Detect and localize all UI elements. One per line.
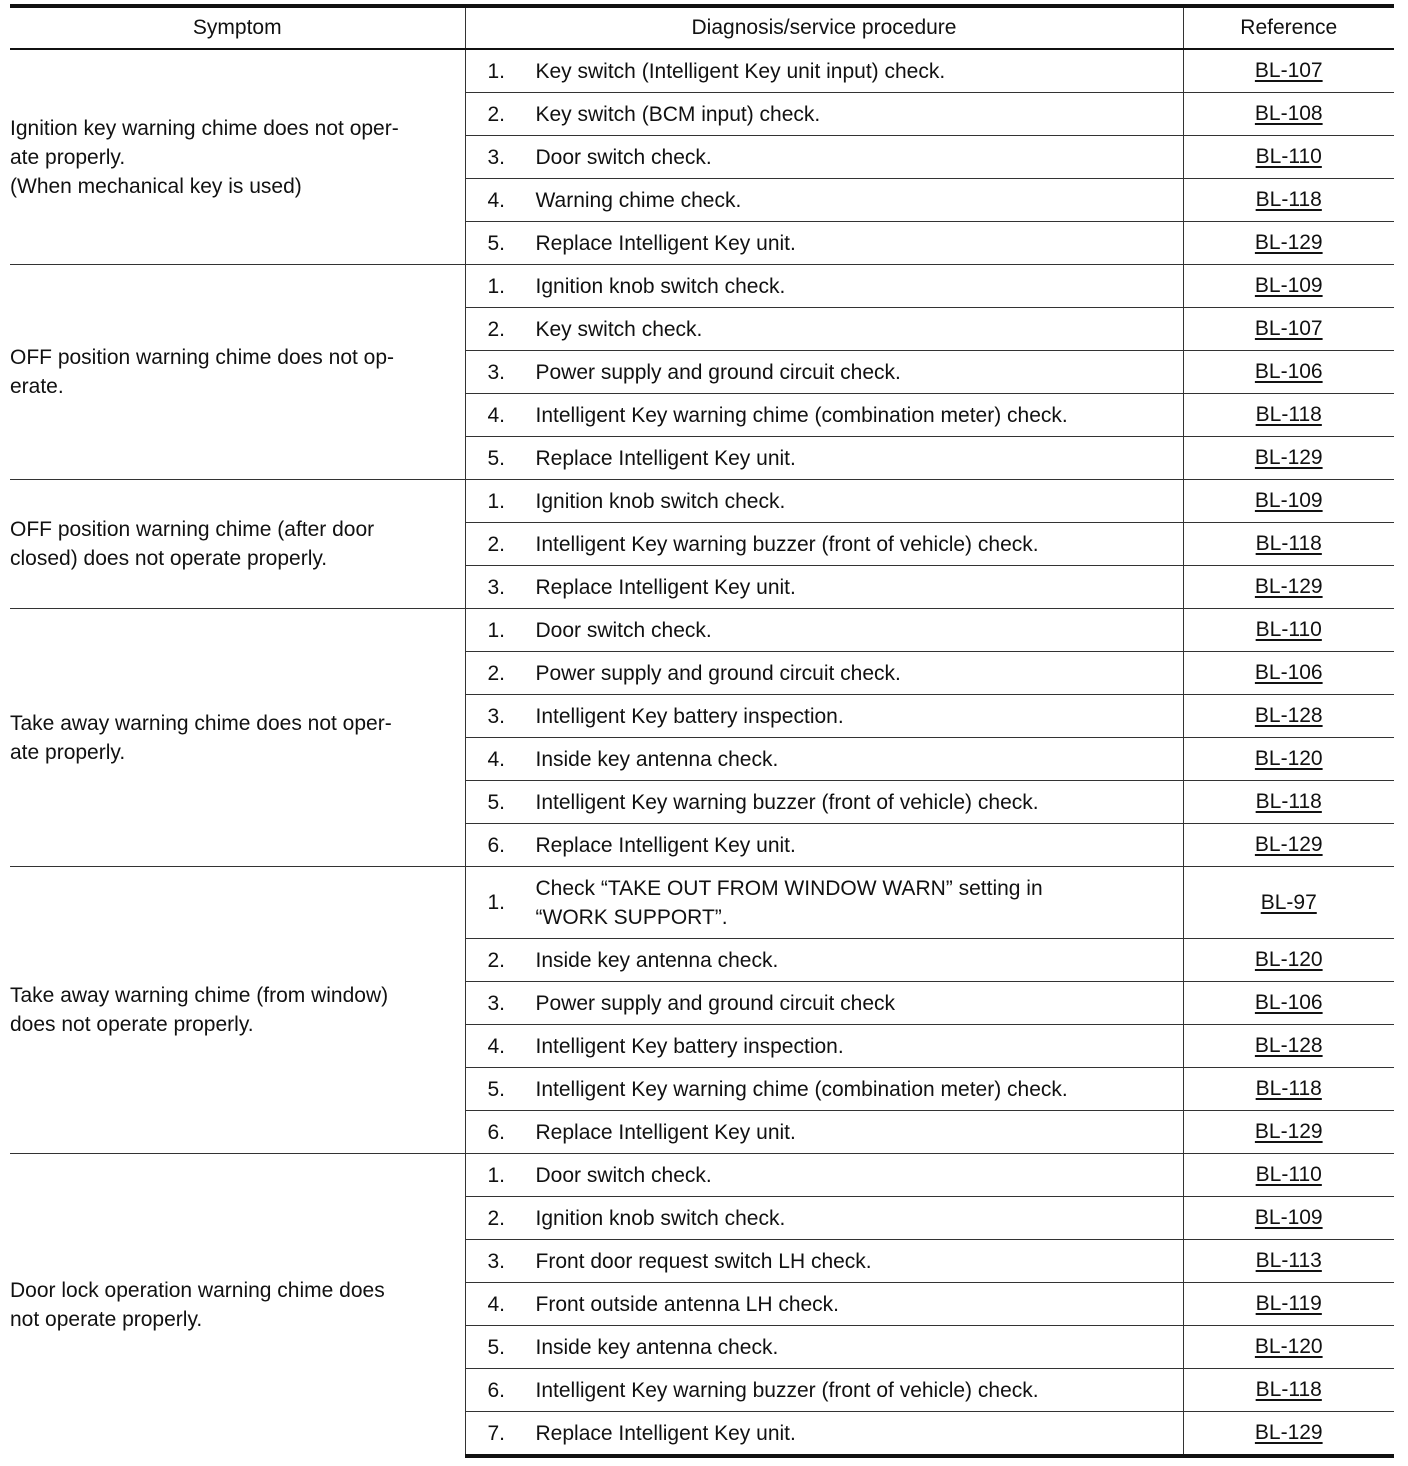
- procedure-cell: [465, 566, 1183, 609]
- reference-cell: [1183, 939, 1394, 982]
- reference-link[interactable]: BL-106: [1254, 991, 1323, 1014]
- step-text-line: Check “TAKE OUT FROM WINDOW WARN” setting in: [535, 876, 1043, 900]
- step-number: 6.: [487, 1378, 506, 1402]
- procedure-cell: [465, 480, 1183, 523]
- step-text: Intelligent Key warning buzzer (front of vehicle) check.: [535, 532, 1039, 556]
- step-number: 2.: [487, 317, 506, 341]
- diagnosis-table: [10, 4, 1394, 1458]
- step-text: Door switch check.: [535, 618, 712, 642]
- procedure-cell: [465, 939, 1183, 982]
- reference-cell: [1183, 982, 1394, 1025]
- symptom-text: (When mechanical key is used): [10, 174, 302, 198]
- reference-cell: [1183, 265, 1394, 308]
- reference-link[interactable]: BL-120: [1254, 948, 1323, 971]
- symptom-text: erate.: [10, 375, 64, 398]
- reference-cell: [1183, 308, 1394, 351]
- reference-cell: [1183, 1369, 1394, 1412]
- reference-link[interactable]: BL-118: [1255, 188, 1322, 211]
- table-row: [10, 1154, 1394, 1197]
- procedure-cell: [465, 738, 1183, 781]
- procedure-cell: [465, 1326, 1183, 1369]
- procedure-cell: [465, 351, 1183, 394]
- reference-cell: [1183, 480, 1394, 523]
- step-number: 3.: [487, 1249, 506, 1273]
- symptom-cell: [10, 265, 465, 480]
- reference-link[interactable]: BL-118: [1255, 403, 1322, 426]
- reference-link[interactable]: BL-119: [1255, 1292, 1322, 1315]
- symptom-text: not operate properly.: [10, 1308, 203, 1331]
- step-text: Replace Intelligent Key unit.: [535, 1421, 796, 1445]
- step-text: Replace Intelligent Key unit.: [535, 446, 796, 470]
- step-text: Replace Intelligent Key unit.: [535, 575, 796, 599]
- step-text: Intelligent Key battery inspection.: [535, 1034, 844, 1058]
- step-text: Inside key antenna check.: [535, 747, 779, 771]
- reference-link[interactable]: BL-106: [1254, 661, 1323, 684]
- symptom-cell: [10, 609, 465, 867]
- step-number: 5.: [487, 1077, 506, 1101]
- procedure-cell: [465, 1197, 1183, 1240]
- symptom-text: ate properly.: [10, 740, 126, 764]
- step-text: Ignition knob switch check.: [535, 489, 786, 513]
- step-number: 2.: [487, 1206, 506, 1230]
- step-text: Ignition knob switch check.: [535, 274, 786, 298]
- step-number: 2.: [487, 532, 506, 556]
- reference-cell: [1183, 49, 1394, 93]
- step-number: 5.: [487, 1335, 506, 1359]
- step-text: Door switch check.: [535, 1163, 712, 1187]
- table-row: [10, 480, 1394, 523]
- reference-link[interactable]: BL-107: [1254, 59, 1323, 82]
- procedure-cell: [465, 179, 1183, 222]
- reference-cell: [1183, 93, 1394, 136]
- step-text: Key switch (BCM input) check.: [535, 102, 821, 126]
- reference-cell: [1183, 867, 1394, 939]
- procedure-cell: [465, 1369, 1183, 1412]
- step-text-line: “WORK SUPPORT”.: [535, 905, 728, 929]
- step-text: Intelligent Key warning chime (combination meter) check.: [535, 1077, 1068, 1101]
- step-text: Intelligent Key warning buzzer (front of vehicle) check.: [535, 1378, 1039, 1402]
- reference-link[interactable]: BL-109: [1254, 274, 1323, 297]
- step-text: Door switch check.: [535, 145, 712, 169]
- step-text: Warning chime check.: [535, 188, 742, 212]
- reference-cell: [1183, 523, 1394, 566]
- step-number: 3.: [487, 145, 506, 169]
- symptom-text: ate properly.: [10, 145, 126, 169]
- step-text: Key switch check.: [535, 317, 703, 341]
- step-text: Inside key antenna check.: [535, 948, 779, 972]
- step-text: Inside key antenna check.: [535, 1335, 779, 1359]
- step-number: 4.: [487, 747, 506, 771]
- step-text: Intelligent Key battery inspection.: [535, 704, 844, 728]
- reference-cell: [1183, 136, 1394, 179]
- step-text: Intelligent Key warning buzzer (front of vehicle) check.: [535, 790, 1039, 814]
- reference-link[interactable]: BL-113: [1255, 1249, 1322, 1272]
- procedure-cell: [465, 222, 1183, 265]
- table-row: [10, 609, 1394, 652]
- reference-link[interactable]: BL-120: [1254, 747, 1323, 770]
- procedure-cell: [465, 781, 1183, 824]
- step-number: 3.: [487, 575, 506, 599]
- reference-cell: [1183, 566, 1394, 609]
- reference-link[interactable]: BL-128: [1254, 1034, 1323, 1057]
- procedure-cell: [465, 1240, 1183, 1283]
- procedure-cell: [465, 523, 1183, 566]
- reference-cell: [1183, 652, 1394, 695]
- reference-cell: [1183, 1412, 1394, 1457]
- step-number: 4.: [487, 1292, 506, 1316]
- reference-link[interactable]: BL-120: [1254, 1335, 1323, 1358]
- step-number: 5.: [487, 446, 506, 470]
- step-number: 1.: [487, 274, 506, 298]
- reference-cell: [1183, 824, 1394, 867]
- header-row: [10, 6, 1394, 49]
- step-text: [536, 874, 1183, 932]
- procedure-cell: [465, 1412, 1183, 1457]
- step-number: 1.: [487, 891, 506, 914]
- step-text: Front outside antenna LH check.: [535, 1292, 840, 1316]
- reference-cell: [1183, 695, 1394, 738]
- reference-link[interactable]: BL-118: [1255, 532, 1322, 555]
- step-number: 2.: [487, 661, 506, 685]
- reference-cell: [1183, 738, 1394, 781]
- procedure-cell: [465, 394, 1183, 437]
- reference-link[interactable]: BL-110: [1255, 618, 1322, 641]
- procedure-cell: [465, 1154, 1183, 1197]
- step-number: 4.: [487, 403, 506, 427]
- step-number: 3.: [487, 360, 506, 384]
- step-number: 2.: [487, 102, 506, 126]
- header-reference: Reference: [1183, 6, 1394, 49]
- reference-link[interactable]: BL-128: [1254, 704, 1323, 727]
- reference-cell: [1183, 437, 1394, 480]
- symptom-text: OFF position warning chime (after door: [10, 518, 375, 541]
- procedure-cell: [465, 652, 1183, 695]
- reference-link[interactable]: BL-110: [1255, 145, 1322, 168]
- step-number: 3.: [487, 991, 506, 1015]
- reference-cell: [1183, 609, 1394, 652]
- procedure-cell: [465, 867, 1183, 939]
- reference-cell: [1183, 394, 1394, 437]
- step-number: 1.: [487, 1163, 506, 1187]
- step-number: 1.: [487, 489, 506, 513]
- reference-link[interactable]: BL-107: [1254, 317, 1323, 340]
- reference-cell: [1183, 1240, 1394, 1283]
- symptom-cell: [10, 49, 465, 265]
- reference-cell: [1183, 222, 1394, 265]
- step-text: Front door request switch LH check.: [535, 1249, 872, 1273]
- procedure-cell: [465, 1283, 1183, 1326]
- symptom-text: OFF position warning chime does not op-: [10, 346, 395, 369]
- symptom-text: does not operate properly.: [10, 1013, 254, 1036]
- reference-link[interactable]: BL-109: [1254, 1206, 1323, 1229]
- step-number: 1.: [487, 618, 506, 642]
- symptom-text: Take away warning chime does not oper-: [10, 711, 392, 735]
- step-text: Replace Intelligent Key unit.: [535, 833, 796, 857]
- reference-link[interactable]: BL-118: [1255, 1378, 1322, 1401]
- procedure-cell: [465, 437, 1183, 480]
- step-text: Power supply and ground circuit check.: [535, 360, 901, 384]
- step-number: 6.: [487, 1120, 506, 1144]
- reference-link[interactable]: BL-129: [1254, 1421, 1323, 1444]
- procedure-cell: [465, 1068, 1183, 1111]
- symptom-text: Door lock operation warning chime does: [10, 1279, 385, 1302]
- symptom-text: Take away warning chime (from window): [10, 984, 389, 1007]
- step-number: 1.: [487, 59, 506, 83]
- reference-link[interactable]: BL-110: [1255, 1163, 1322, 1186]
- reference-cell: [1183, 1068, 1394, 1111]
- table-row: [10, 265, 1394, 308]
- reference-cell: [1183, 179, 1394, 222]
- symptom-text: closed) does not operate properly.: [10, 547, 328, 570]
- step-number: 3.: [487, 704, 506, 728]
- reference-cell: [1183, 1154, 1394, 1197]
- step-number: 4.: [487, 188, 506, 212]
- procedure-cell: [465, 1111, 1183, 1154]
- step-text: Power supply and ground circuit check.: [535, 661, 901, 685]
- table-body: [10, 49, 1394, 1456]
- symptom-text: Ignition key warning chime does not oper-: [10, 116, 399, 140]
- reference-cell: [1183, 1197, 1394, 1240]
- step-number: 6.: [487, 833, 506, 857]
- reference-link[interactable]: BL-109: [1254, 489, 1323, 512]
- procedure-cell: [465, 49, 1183, 93]
- reference-link[interactable]: BL-97: [1260, 890, 1317, 914]
- reference-link[interactable]: BL-129: [1254, 231, 1323, 254]
- step-number: 5.: [487, 231, 506, 255]
- reference-link[interactable]: BL-129: [1254, 1120, 1323, 1143]
- procedure-cell: [465, 695, 1183, 738]
- reference-link[interactable]: BL-106: [1254, 360, 1323, 383]
- step-number: 2.: [487, 948, 506, 972]
- reference-link[interactable]: BL-108: [1254, 102, 1323, 125]
- symptom-cell: [10, 480, 465, 609]
- reference-cell: [1183, 781, 1394, 824]
- procedure-cell: [465, 136, 1183, 179]
- reference-link[interactable]: BL-118: [1255, 790, 1322, 813]
- procedure-cell: [465, 824, 1183, 867]
- symptom-cell: [10, 867, 465, 1154]
- step-text: Ignition knob switch check.: [535, 1206, 786, 1230]
- step-number: 5.: [487, 790, 506, 814]
- procedure-cell: [465, 1025, 1183, 1068]
- table-row: [10, 49, 1394, 93]
- procedure-cell: [465, 93, 1183, 136]
- reference-cell: [1183, 1326, 1394, 1369]
- reference-link[interactable]: BL-129: [1254, 446, 1323, 469]
- header-symptom: Symptom: [10, 6, 465, 49]
- reference-link[interactable]: BL-118: [1255, 1077, 1322, 1100]
- step-text: Intelligent Key warning chime (combination meter) check.: [535, 403, 1068, 427]
- step-text: Power supply and ground circuit check: [535, 991, 896, 1015]
- procedure-cell: [465, 982, 1183, 1025]
- reference-cell: [1183, 1111, 1394, 1154]
- step-text: Replace Intelligent Key unit.: [535, 1120, 796, 1144]
- procedure-cell: [465, 265, 1183, 308]
- symptom-cell: [10, 1154, 465, 1457]
- header-procedure: Diagnosis/service procedure: [465, 6, 1183, 49]
- step-number: 4.: [487, 1034, 506, 1058]
- procedure-cell: [465, 609, 1183, 652]
- step-text: Key switch (Intelligent Key unit input) check.: [535, 59, 946, 83]
- reference-cell: [1183, 351, 1394, 394]
- table-row: [10, 867, 1394, 939]
- reference-link[interactable]: BL-129: [1254, 833, 1323, 856]
- reference-link[interactable]: BL-129: [1254, 575, 1323, 598]
- reference-cell: [1183, 1283, 1394, 1326]
- procedure-cell: [465, 308, 1183, 351]
- reference-cell: [1183, 1025, 1394, 1068]
- step-number: 7.: [487, 1421, 506, 1445]
- step-text: Replace Intelligent Key unit.: [535, 231, 796, 255]
